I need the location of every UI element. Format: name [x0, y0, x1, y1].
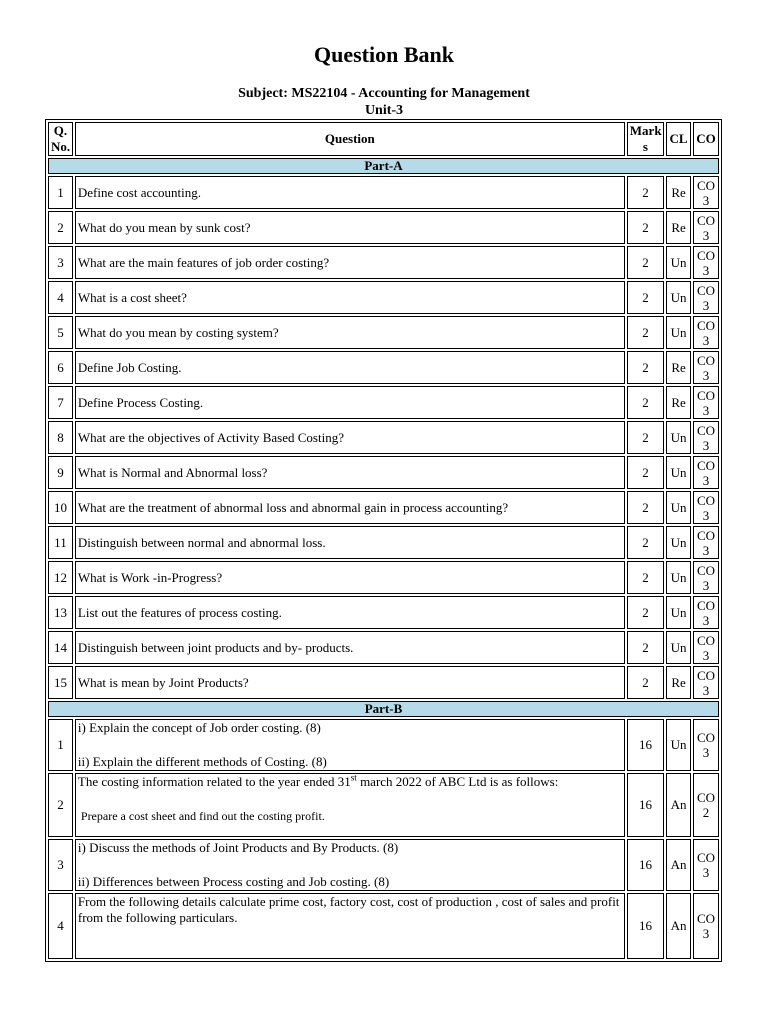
table-row: [48, 839, 719, 891]
co-cell: [693, 421, 719, 454]
co-cell: [693, 176, 719, 209]
marks-cell: 16: [627, 773, 664, 837]
part-b-header: [48, 701, 719, 717]
question-part-b: ii) Differences between Process costing and Job costing. (8): [77, 874, 390, 889]
co-cell: [693, 893, 719, 959]
question-text: [75, 719, 625, 771]
question-number: 5: [48, 316, 73, 349]
co-label: CO: [696, 790, 716, 805]
co-cell: [693, 246, 719, 279]
question-text: What is Work -in-Progress?: [75, 561, 625, 594]
co-label: CO: [696, 597, 716, 613]
question-text: Distinguish between normal and abnormal loss.: [75, 526, 625, 559]
question-gap: [78, 790, 622, 808]
question-number: 13: [48, 596, 73, 629]
co-cell: [693, 719, 719, 771]
co-label: CO: [696, 730, 716, 745]
co-cell: [693, 456, 719, 489]
question-part-b: Prepare a cost sheet and find out the costing profit.: [80, 809, 325, 823]
question-text: What is a cost sheet?: [75, 281, 625, 314]
co-label: CO: [696, 527, 716, 543]
co-cell: [693, 561, 719, 594]
marks-cell: 2: [627, 666, 664, 699]
co-label: CO: [696, 282, 716, 298]
marks-cell: 2: [627, 351, 664, 384]
question-number: 4: [48, 893, 73, 959]
question-number: 14: [48, 631, 73, 664]
table-row: [48, 491, 719, 524]
question-gap: [78, 856, 622, 874]
cl-cell: Re: [666, 176, 691, 209]
cl-cell: Un: [666, 631, 691, 664]
question-number: 2: [48, 211, 73, 244]
table-row: [48, 176, 719, 209]
unit-line: Unit-3: [364, 103, 404, 118]
cl-cell: An: [666, 773, 691, 837]
question-part-b: ii) Explain the different methods of Costing. (8): [77, 754, 327, 769]
co-number: 3: [702, 865, 710, 880]
question-text: Distinguish between joint products and by- products.: [75, 631, 625, 664]
cl-cell: Un: [666, 596, 691, 629]
marks-cell: 2: [627, 561, 664, 594]
co-cell: [693, 281, 719, 314]
marks-cell: 2: [627, 176, 664, 209]
question-text: What do you mean by costing system?: [75, 316, 625, 349]
co-cell: [693, 211, 719, 244]
marks-cell: 2: [627, 316, 664, 349]
question-number: 12: [48, 561, 73, 594]
co-number: 2: [702, 805, 710, 820]
cl-cell: Re: [666, 351, 691, 384]
cl-cell: Un: [666, 246, 691, 279]
table-row: [48, 719, 719, 771]
question-number: 4: [48, 281, 73, 314]
question-text-pre: The costing information related to the year ended 31: [77, 774, 351, 789]
question-text: [75, 773, 625, 837]
question-header: Question: [75, 122, 625, 156]
cl-cell: Re: [666, 666, 691, 699]
co-header: CO: [693, 122, 719, 156]
co-number: 3: [702, 192, 710, 208]
cl-cell: Un: [666, 491, 691, 524]
cl-cell: Un: [666, 281, 691, 314]
co-label: CO: [696, 352, 716, 368]
co-label: CO: [696, 247, 716, 263]
co-cell: [693, 666, 719, 699]
marks-cell: 2: [627, 596, 664, 629]
co-label: CO: [696, 422, 716, 438]
co-label: CO: [696, 177, 716, 193]
marks-cell: 16: [627, 839, 664, 891]
co-label: CO: [696, 632, 716, 648]
co-label: CO: [696, 457, 716, 473]
co-number: 3: [702, 926, 710, 941]
page-title: Question Bank: [314, 42, 454, 67]
table-row: [48, 631, 719, 664]
table-row: [48, 773, 719, 837]
cl-cell: Un: [666, 316, 691, 349]
question-table: [45, 119, 722, 962]
question-number: 8: [48, 421, 73, 454]
table-row: [48, 281, 719, 314]
co-number: 3: [702, 745, 710, 760]
question-text: [75, 839, 625, 891]
table-row: [48, 456, 719, 489]
co-cell: [693, 773, 719, 837]
question-part-a: i) Explain the concept of Job order costing. (8): [77, 720, 321, 735]
table-row: [48, 211, 719, 244]
table-row: [48, 526, 719, 559]
question-text: What is Normal and Abnormal loss?: [75, 456, 625, 489]
table-row: [48, 666, 719, 699]
co-label: CO: [696, 492, 716, 508]
question-text: List out the features of process costing.: [75, 596, 625, 629]
question-gap: [78, 736, 622, 754]
marks-cell: 16: [627, 893, 664, 959]
cl-cell: An: [666, 893, 691, 959]
cl-cell: Re: [666, 386, 691, 419]
co-cell: [693, 526, 719, 559]
co-cell: [693, 316, 719, 349]
question-text: [75, 893, 625, 959]
question-number: 11: [48, 526, 73, 559]
co-label: CO: [696, 667, 716, 683]
co-number: 3: [702, 367, 710, 383]
marks-cell: 2: [627, 386, 664, 419]
cl-cell: Un: [666, 526, 691, 559]
question-part-a: From the following details calculate prime cost, factory cost, cost of production , cost of sales and profit from the following particulars.: [77, 894, 620, 925]
table-row: [48, 351, 719, 384]
marks-cell: 16: [627, 719, 664, 771]
table-row: [48, 893, 719, 959]
table-header-row: [48, 122, 719, 156]
co-label: CO: [696, 387, 716, 403]
question-text: What are the objectives of Activity Based Costing?: [75, 421, 625, 454]
question-number: 9: [48, 456, 73, 489]
marks-cell: 2: [627, 631, 664, 664]
co-number: 3: [702, 682, 710, 698]
cl-cell: Un: [666, 719, 691, 771]
question-part-a: i) Discuss the methods of Joint Products and By Products. (8): [77, 840, 399, 855]
part-b-label: Part-B: [48, 701, 719, 717]
table-row: [48, 316, 719, 349]
question-number: 6: [48, 351, 73, 384]
question-number: 3: [48, 246, 73, 279]
co-number: 3: [702, 542, 710, 558]
cl-header: CL: [666, 122, 691, 156]
table-row: [48, 561, 719, 594]
co-cell: [693, 491, 719, 524]
question-text: What do you mean by sunk cost?: [75, 211, 625, 244]
co-number: 3: [702, 297, 710, 313]
question-text: What is mean by Joint Products?: [75, 666, 625, 699]
co-number: 3: [702, 262, 710, 278]
cl-cell: Un: [666, 456, 691, 489]
co-cell: [693, 596, 719, 629]
marks-cell: 2: [627, 211, 664, 244]
table-row: [48, 386, 719, 419]
co-number: 3: [702, 472, 710, 488]
question-number: 7: [48, 386, 73, 419]
question-text: Define Process Costing.: [75, 386, 625, 419]
part-a-header: [48, 158, 719, 174]
question-number: 1: [48, 176, 73, 209]
co-label: CO: [696, 562, 716, 578]
co-number: 3: [702, 227, 710, 243]
co-number: 3: [702, 507, 710, 523]
question-table-body: [48, 122, 719, 959]
question-text: Define Job Costing.: [75, 351, 625, 384]
question-number: 15: [48, 666, 73, 699]
marks-cell: 2: [627, 491, 664, 524]
co-number: 3: [702, 402, 710, 418]
table-row: [48, 596, 719, 629]
question-text: Define cost accounting.: [75, 176, 625, 209]
co-cell: [693, 631, 719, 664]
cl-cell: Re: [666, 211, 691, 244]
subject-line: Subject: MS22104 - Accounting for Management: [238, 86, 530, 101]
co-cell: [693, 386, 719, 419]
part-a-label: Part-A: [48, 158, 719, 174]
co-number: 3: [702, 437, 710, 453]
co-cell: [693, 351, 719, 384]
marks-cell: 2: [627, 421, 664, 454]
co-number: 3: [702, 332, 710, 348]
question-text-post: march 2022 of ABC Ltd is as follows:: [356, 774, 559, 789]
co-number: 3: [702, 647, 710, 663]
marks-cell: 2: [627, 281, 664, 314]
co-label: CO: [696, 317, 716, 333]
question-number: 10: [48, 491, 73, 524]
table-row: [48, 421, 719, 454]
question-part-a: [78, 774, 622, 790]
qno-header: Q. No.: [48, 122, 73, 156]
cl-cell: Un: [666, 421, 691, 454]
marks-cell: 2: [627, 526, 664, 559]
marks-cell: 2: [627, 456, 664, 489]
ordinal-suffix: st: [350, 772, 357, 783]
question-number: 3: [48, 839, 73, 891]
question-text: What are the treatment of abnormal loss and abnormal gain in process accounting?: [75, 491, 625, 524]
question-text: What are the main features of job order costing?: [75, 246, 625, 279]
question-number: 2: [48, 773, 73, 837]
table-row: [48, 246, 719, 279]
marks-cell: 2: [627, 246, 664, 279]
co-label: CO: [696, 911, 716, 926]
co-label: CO: [696, 212, 716, 228]
marks-header: Mark s: [627, 122, 664, 156]
cl-cell: Un: [666, 561, 691, 594]
cl-cell: An: [666, 839, 691, 891]
co-label: CO: [696, 850, 716, 865]
question-number: 1: [48, 719, 73, 771]
co-cell: [693, 839, 719, 891]
co-number: 3: [702, 612, 710, 628]
co-number: 3: [702, 577, 710, 593]
